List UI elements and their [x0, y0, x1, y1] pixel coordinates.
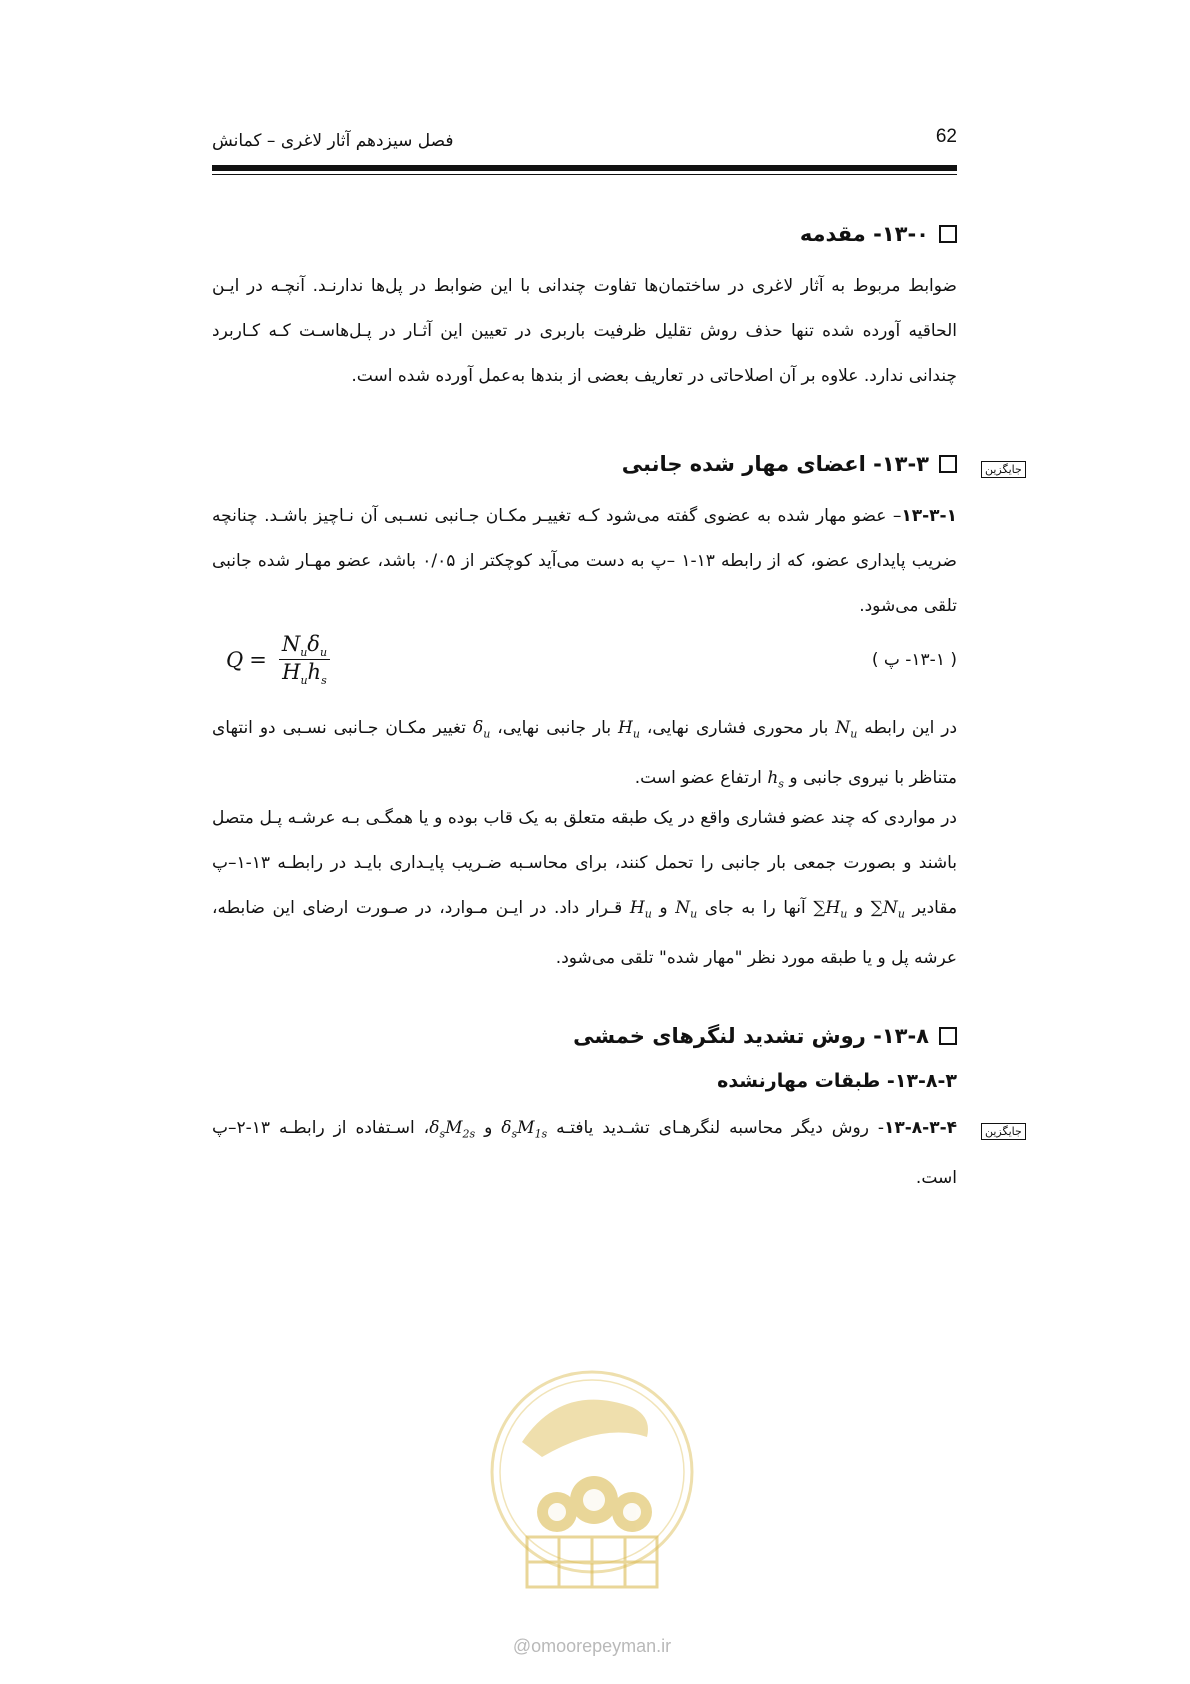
heading-text: ۱۳-۰- مقدمه [799, 222, 929, 246]
publisher-watermark [482, 1362, 702, 1662]
multiple-members-paragraph: در مواردی که چند عضو فشاری واقع در یک طبقه متعلق به یک قاب بوده و یا همگـی بـه عرشـه پـل متصل باشند و بصورت جمعی بار جانبی را تحمل کنند، برای محاسـبه ضـریب پایـداری بایـد در رابطـه ۱۳-۱–پ مقادیر $\sum N_u$ و $\sum H_u$ آنها را به جای $N_u$ و $H_u$ قـرار داد. در ایـن مـوارد، در صـورت ارضای این ضابطه، عرشه پل و یا طبقه مورد نظر "مهار شده" تلقی می‌شود. [212, 808, 958, 969]
page-header [212, 126, 957, 166]
replacement-note-badge: جایگزین [981, 1123, 1026, 1140]
variable-definitions: در این رابطه $N_u$ بار محوری فشاری نهایی، $H_u$ بار جانبی نهایی، $\delta_u$ تغییر مکـان جـانبی نسـبی دو انتهای متناظر با نیروی جانبی و $h_s$ ارتفاع عضو است. [212, 718, 958, 791]
equation-label: ( ۱۳-۱- پ ) [871, 650, 957, 670]
magnified-moments-paragraph: ۱۳-۸-۳-۴- روش دیگر محاسبه لنگرهـای تشـدید یافتـه $\delta_sM_{1s}$ و $\delta_sM_{2s}،$ اسـتفاده از رابطـه ۱۳-۲–پ است. [212, 1118, 958, 1189]
header-rule [212, 165, 957, 171]
introduction-paragraph: ضوابط مربوط به آثار لاغری در ساختمان‌ها تفاوت چندانی با این ضوابط در پل‌ها ندارنـد. آنچـه در ایـن الحاقیه آورده شده تنها حذف روش تقلیل ظرفیت باربری در تعیین این آثـار در پـل‌هاسـت کـه کـاربرد چندانی ندارد. علاوه بر آن اصلاحاتی در تعاریف بعضی از بندها به‌عمل آورده شده است. [212, 276, 957, 386]
heading-text: ۱۳-۳- اعضای مهار شده جانبی [621, 452, 929, 476]
checkbox-icon [939, 1027, 957, 1045]
stability-index-equation: Q = $\frac{N_u\delta_u}{H_uh_s}$ [226, 632, 330, 687]
checkbox-icon [939, 225, 957, 243]
equation-row [212, 632, 957, 702]
clause-text: – عضو مهار شده به عضوی گفته می‌شود کـه تغییـر مکـان جـانبی نسـبی آن نـاچیز باشـد. چنانچه ضریب پایداری عضو، که از رابطه ۱۳-۱ –پ به دست می‌آید کوچکتر از ۰/۰۵ باشد، عضو مهـار شده جانبی تلقی می‌شود. [212, 506, 957, 616]
page-number: 62 [935, 126, 957, 147]
clause-number: ۱۳-۸-۳-۴ [883, 1118, 958, 1138]
watermark-url: @omoorepeyman.ir [512, 1636, 672, 1656]
publisher-seal-icon [482, 1362, 702, 1632]
section-heading-moment-magnification [573, 1024, 957, 1048]
clause-number: ۱۳-۳-۱ [901, 506, 957, 526]
section-heading-braced-members [622, 452, 957, 476]
checkbox-icon [939, 455, 957, 473]
replacement-note-badge: جایگزین [981, 461, 1026, 478]
sub-heading-unbraced-stories: ۱۳-۸-۳- طبقات مهارنشده [717, 1070, 957, 1092]
braced-member-definition [212, 494, 957, 629]
heading-text: ۱۳-۸- روش تشدید لنگرهای خمشی [573, 1024, 929, 1048]
section-heading-introduction [800, 222, 957, 246]
running-title: فصل سیزدهم آثار لاغری – کمانش [212, 131, 454, 151]
